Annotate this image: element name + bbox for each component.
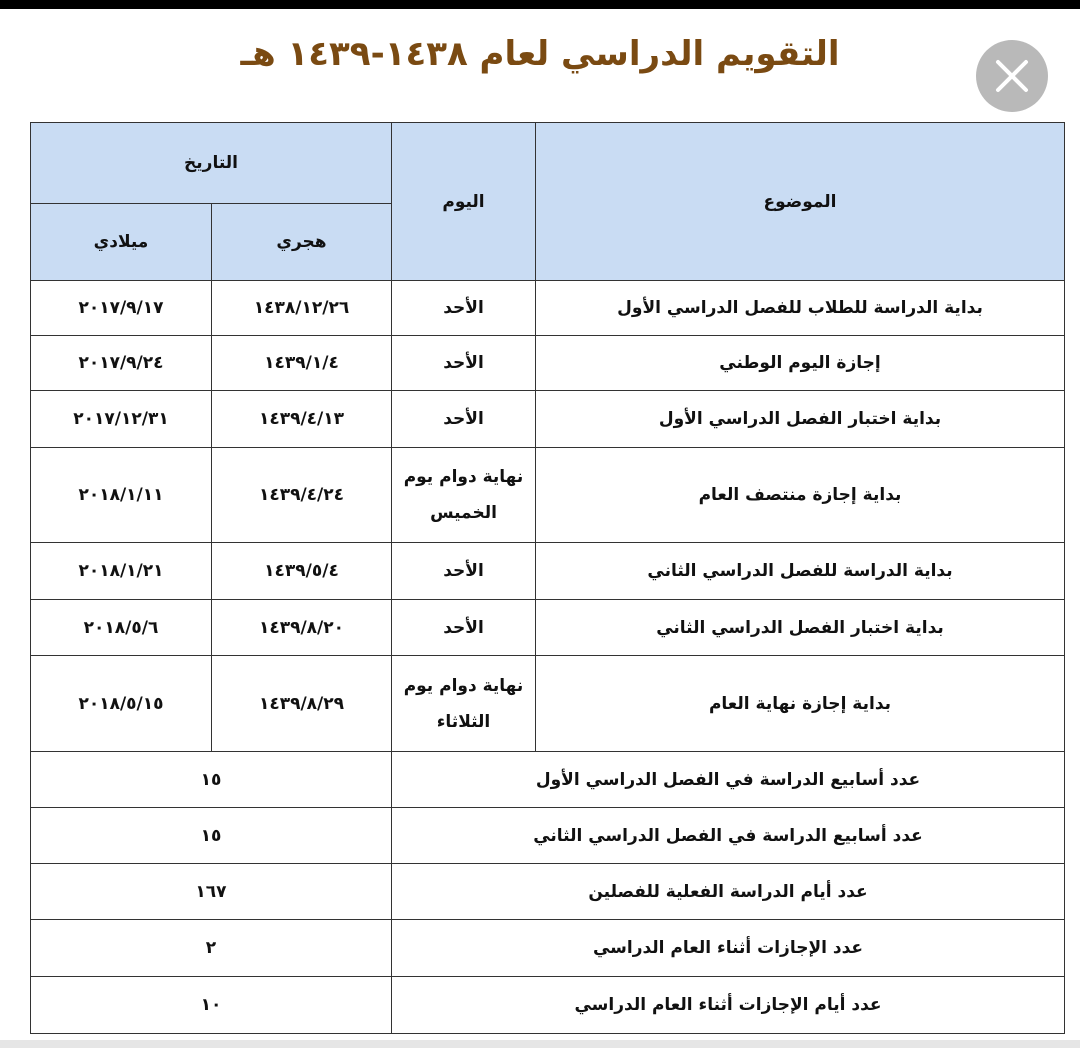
table-row: [31, 543, 1065, 600]
gregorian-date-cell: ٢٠١٨/١/٢١: [31, 543, 212, 600]
day-cell: الأحد: [392, 391, 536, 448]
header-day: اليوم: [392, 123, 536, 281]
gregorian-date-cell: ٢٠١٨/٥/١٥: [31, 656, 212, 752]
summary-label: عدد الإجازات أثناء العام الدراسي: [392, 920, 1065, 977]
topic-cell: إجازة اليوم الوطني: [536, 336, 1065, 391]
bottom-edge: [0, 1040, 1080, 1048]
hijri-date-cell: ١٤٣٩/٨/٢٩: [212, 656, 392, 752]
summary-row: [31, 864, 1065, 920]
header-topic: الموضوع: [536, 123, 1065, 281]
close-icon: [994, 58, 1030, 94]
gregorian-date-cell: ٢٠١٧/١٢/٣١: [31, 391, 212, 448]
top-bar: [0, 0, 1080, 9]
day-cell: نهاية دوام يوم الثلاثاء: [392, 656, 536, 752]
gregorian-date-cell: ٢٠١٨/١/١١: [31, 448, 212, 543]
hijri-date-cell: ١٤٣٩/٤/٢٤: [212, 448, 392, 543]
day-cell: الأحد: [392, 281, 536, 336]
summary-row: [31, 752, 1065, 808]
table-row: [31, 336, 1065, 391]
gregorian-date-cell: ٢٠١٧/٩/١٧: [31, 281, 212, 336]
hijri-date-cell: ١٤٣٩/٤/١٣: [212, 391, 392, 448]
table-row: [31, 448, 1065, 543]
topic-cell: بداية اختبار الفصل الدراسي الأول: [536, 391, 1065, 448]
summary-value: ١٦٧: [31, 864, 392, 920]
summary-row: [31, 920, 1065, 977]
table-row: [31, 656, 1065, 752]
hijri-date-cell: ١٤٣٩/١/٤: [212, 336, 392, 391]
gregorian-date-cell: ٢٠١٨/٥/٦: [31, 600, 212, 656]
day-cell: الأحد: [392, 543, 536, 600]
header-gregorian: ميلادي: [31, 204, 212, 281]
gregorian-date-cell: ٢٠١٧/٩/٢٤: [31, 336, 212, 391]
summary-label: عدد أسابيع الدراسة في الفصل الدراسي الثاني: [392, 808, 1065, 864]
header-hijri: هجري: [212, 204, 392, 281]
summary-label: عدد أيام الإجازات أثناء العام الدراسي: [392, 977, 1065, 1034]
topic-cell: بداية اختبار الفصل الدراسي الثاني: [536, 600, 1065, 656]
summary-row: [31, 977, 1065, 1034]
day-cell: الأحد: [392, 336, 536, 391]
summary-label: عدد أسابيع الدراسة في الفصل الدراسي الأول: [392, 752, 1065, 808]
table-row: [31, 281, 1065, 336]
summary-value: ١٥: [31, 752, 392, 808]
summary-value: ١٠: [31, 977, 392, 1034]
close-button[interactable]: [976, 40, 1048, 112]
topic-cell: بداية الدراسة للفصل الدراسي الثاني: [536, 543, 1065, 600]
hijri-date-cell: ١٤٣٨/١٢/٢٦: [212, 281, 392, 336]
header-date: التاريخ: [31, 123, 392, 204]
page-title: التقويم الدراسي لعام ١٤٣٨-١٤٣٩ هـ: [240, 34, 840, 74]
hijri-date-cell: ١٤٣٩/٨/٢٠: [212, 600, 392, 656]
summary-value: ٢: [31, 920, 392, 977]
table-row: [31, 391, 1065, 448]
summary-label: عدد أيام الدراسة الفعلية للفصلين: [392, 864, 1065, 920]
day-cell: نهاية دوام يوم الخميس: [392, 448, 536, 543]
topic-cell: بداية إجازة منتصف العام: [536, 448, 1065, 543]
topic-cell: بداية الدراسة للطلاب للفصل الدراسي الأول: [536, 281, 1065, 336]
calendar-table: [30, 122, 1065, 1034]
hijri-date-cell: ١٤٣٩/٥/٤: [212, 543, 392, 600]
summary-value: ١٥: [31, 808, 392, 864]
table-row: [31, 600, 1065, 656]
summary-row: [31, 808, 1065, 864]
topic-cell: بداية إجازة نهاية العام: [536, 656, 1065, 752]
day-cell: الأحد: [392, 600, 536, 656]
